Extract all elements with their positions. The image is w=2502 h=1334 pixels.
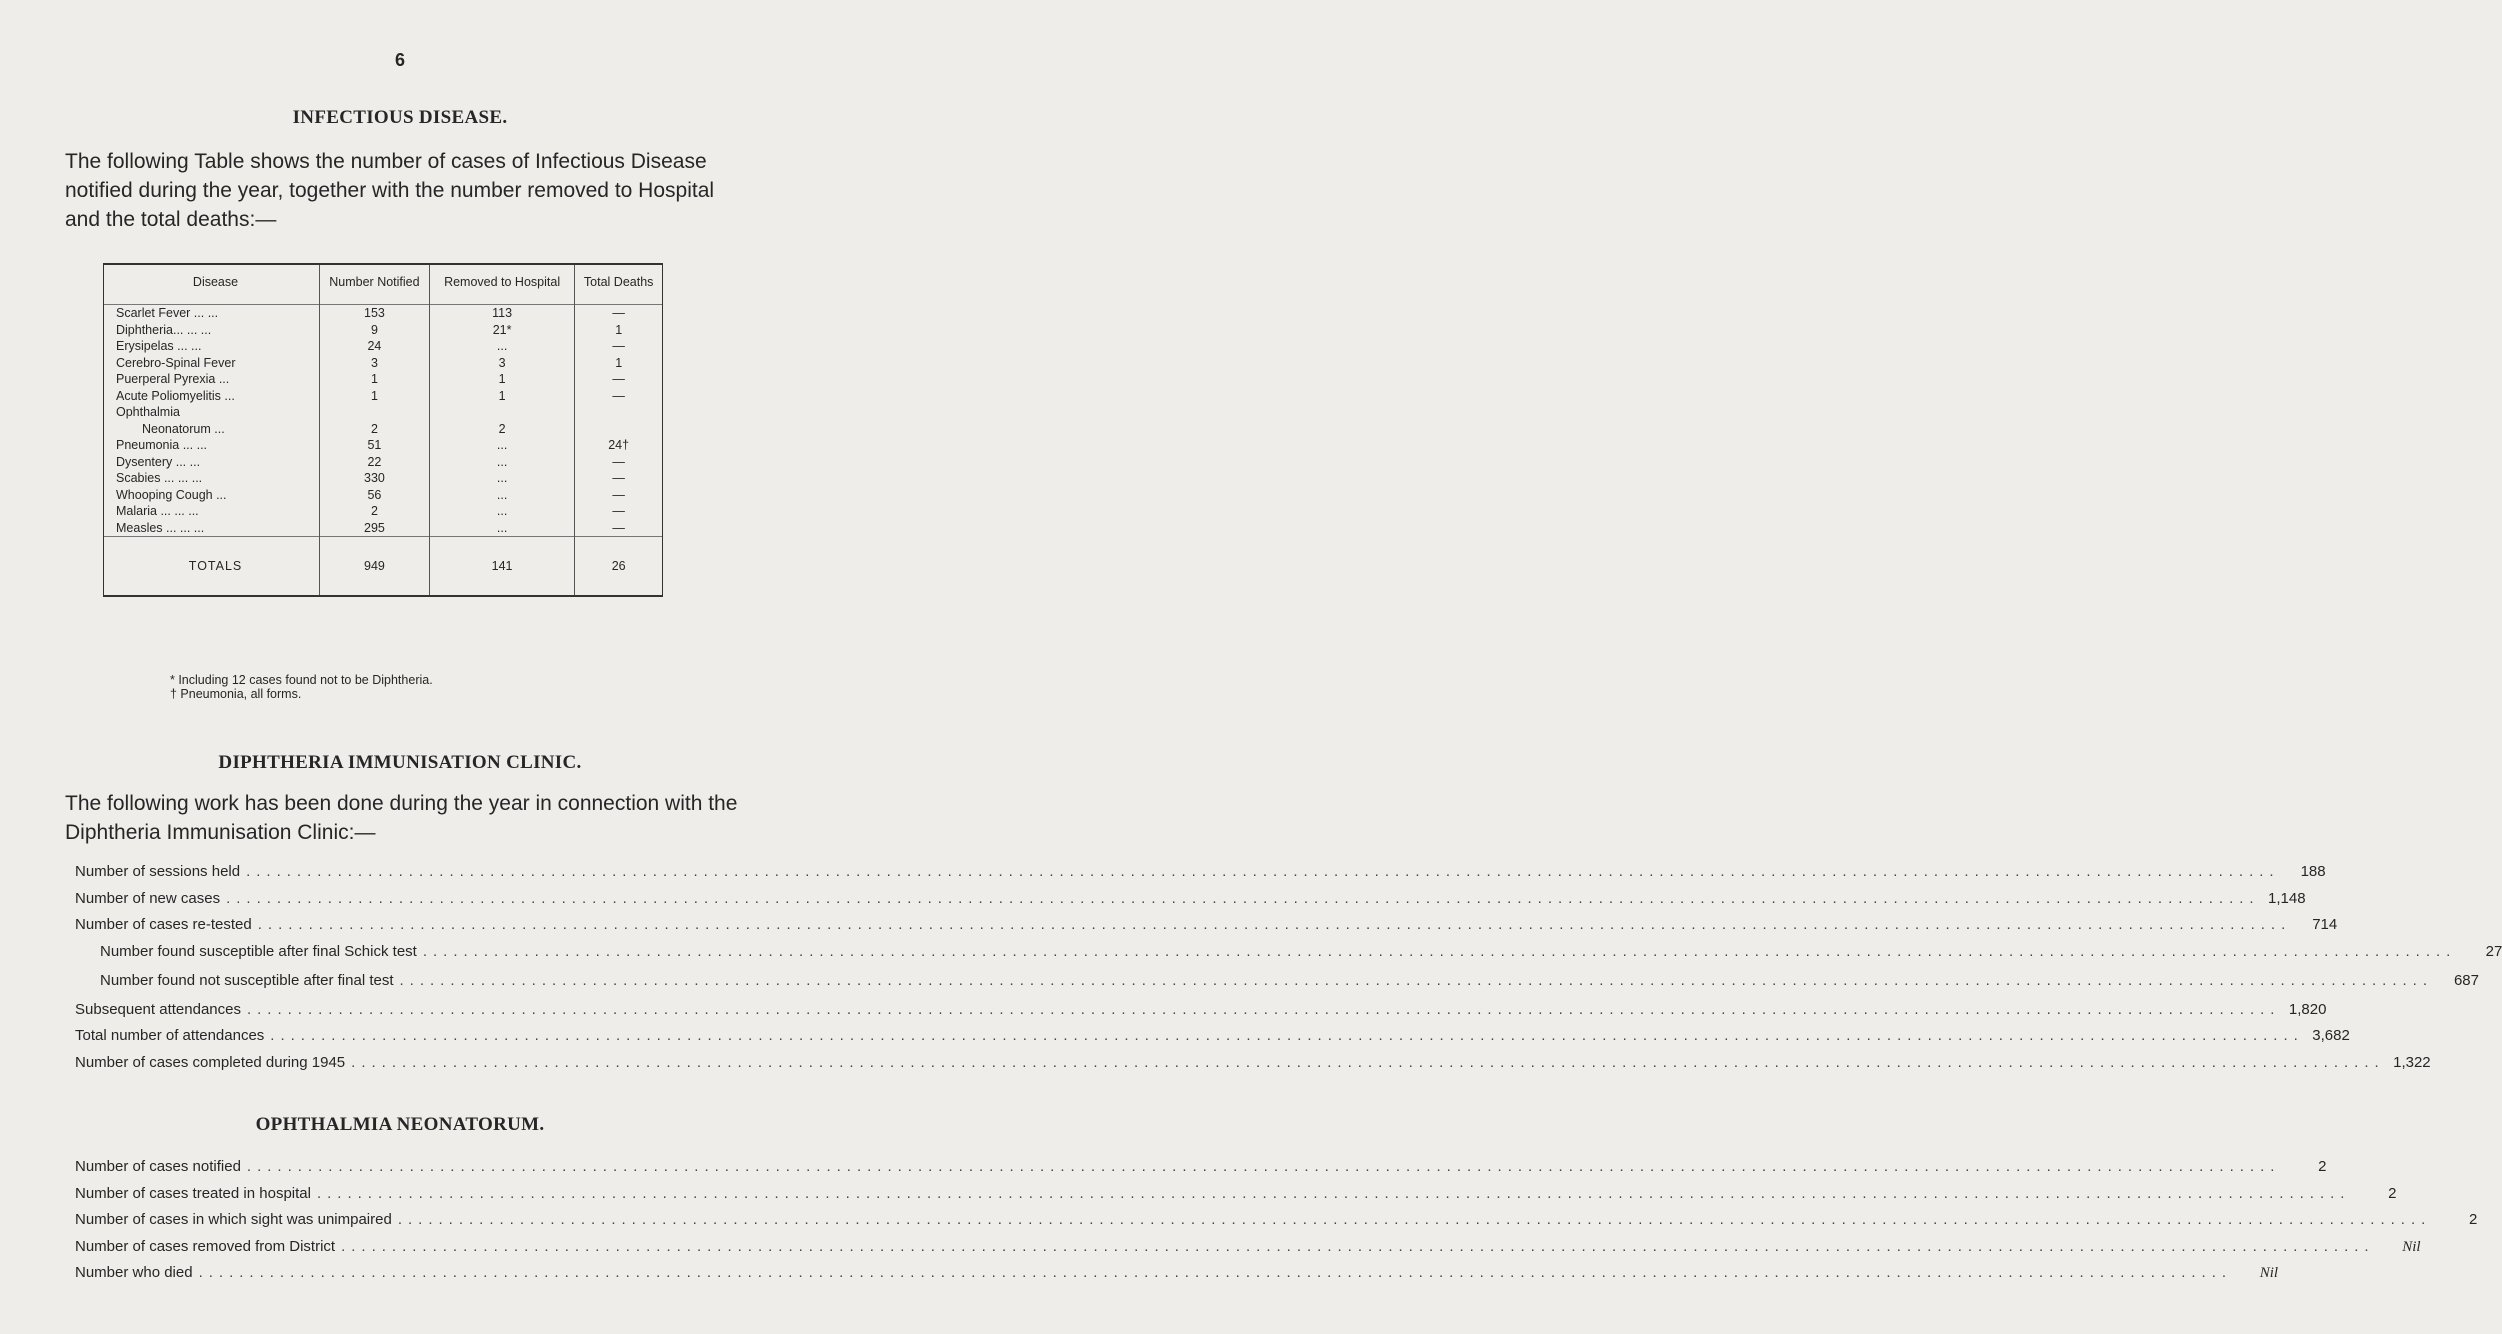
disease-cell: Diphtheria... ... ... [104,322,320,339]
leader-dots: ........................................................................................................................................................................................................ [341,1237,2375,1255]
list-item [75,1237,2421,1265]
list-item [75,889,2306,917]
notified-cell: 51 [320,437,430,454]
list-item-label: Number found susceptible after final Schick test [100,942,417,960]
disease-cell: Cerebro-Spinal Fever [104,355,320,372]
list-item-value: Nil [2402,1238,2421,1255]
list-item-label: Number of new cases [75,889,221,907]
list-item-value: 714 [2312,916,2338,933]
list-item-label: Number of cases removed from District [75,1237,336,1255]
list-item-label: Number of cases treated in hospital [75,1184,311,1202]
list-item-value: 3,682 [2312,1027,2350,1044]
disease-cell: Malaria ... ... ... [104,503,320,520]
leader-dots: ........................................................................................................................................................................................................ [397,1211,2432,1228]
table-row [104,454,663,471]
removed-cell: 113 [429,305,574,322]
removed-cell: 1 [429,371,574,388]
list-item-label: Number of cases re-tested [75,916,252,933]
deaths-cell: — [575,388,663,405]
notified-cell: 3 [320,355,430,372]
removed-cell: ... [429,487,574,504]
deaths-cell: — [575,487,663,504]
column-header-deaths: Total Deaths [575,264,663,305]
footnote-diphtheria: * Including 12 cases found not to be Diphtheria. [170,673,433,687]
notified-cell: 295 [320,520,430,537]
removed-cell: ... [429,437,574,454]
leader-dots: ........................................................................................................................................................................................................ [422,942,2457,960]
table-row [104,371,663,388]
totals-deaths: 26 [575,537,663,597]
disease-cell: Scabies ... ... ... [104,470,320,487]
notified-cell: 1 [320,388,430,405]
deaths-cell [575,421,663,438]
list-item-label: Number found not susceptible after final test [100,971,394,989]
notified-cell: 153 [320,305,430,322]
deaths-cell: — [575,305,663,322]
notified-cell: 2 [320,503,430,520]
disease-cell: Pneumonia ... ... [104,437,320,454]
list-item-value: 27 [2485,942,2502,960]
notified-cell: 330 [320,470,430,487]
removed-cell: 3 [429,355,574,372]
column-header-notified: Number Notified [320,264,430,305]
list-item [75,1211,2478,1238]
list-item-value: 1,322 [2393,1053,2431,1071]
table-row [104,305,663,322]
list-item-value: 1,148 [2268,889,2306,907]
leader-dots: ........................................................................................................................................................................................................ [198,1264,2233,1281]
table-row [104,355,663,372]
notified-cell: 2 [320,421,430,438]
list-item [75,942,2502,972]
removed-cell: ... [429,338,574,355]
leader-dots: ........................................................................................................................................................................................................ [257,916,2292,933]
leader-dots: ........................................................................................................................................................................................................ [351,1053,2385,1071]
totals-removed: 141 [429,537,574,597]
list-item-label: Total number of attendances [75,1027,265,1044]
removed-cell [429,404,574,421]
notified-cell: 24 [320,338,430,355]
diphtheria-clinic-heading: DIPHTHERIA IMMUNISATION CLINIC. [218,752,582,773]
leader-dots: ........................................................................................................................................................................................................ [246,1000,2281,1018]
table-header-row [104,264,663,305]
footnote-pneumonia: † Pneumonia, all forms. [170,687,302,701]
ophthalmia-heading: OPHTHALMIA NEONATORUM. [255,1114,545,1135]
table-row [104,322,663,339]
list-item [75,1053,2431,1081]
disease-cell: Erysipelas ... ... [104,338,320,355]
removed-cell: ... [429,520,574,537]
disease-cell: Dysentery ... ... [104,454,320,471]
leader-dots: ........................................................................................................................................................................................................ [226,889,2260,907]
totals-row [104,537,663,597]
deaths-cell: 24† [575,437,663,454]
disease-cell: Scarlet Fever ... ... [104,305,320,322]
removed-cell: 21* [429,322,574,339]
column-header-removed: Removed to Hospital [429,264,574,305]
table-row [104,338,663,355]
leader-dots: ........................................................................................................................................................................................................ [246,863,2280,880]
disease-cell: Ophthalmia [104,404,320,421]
deaths-cell [575,404,663,421]
leader-dots: ........................................................................................................................................................................................................ [246,1158,2281,1175]
deaths-cell: 1 [575,322,663,339]
list-item [75,971,2479,1001]
list-item [75,916,2338,943]
list-item [75,1184,2397,1212]
list-item-label: Number of cases notified [75,1158,241,1175]
page-number: 6 [394,50,405,70]
notified-cell: 22 [320,454,430,471]
ophthalmia-list [75,1158,2478,1291]
list-item-value: 2 [2468,1211,2478,1228]
table-body [104,305,663,597]
list-item [75,1158,2327,1185]
infectious-disease-heading: INFECTIOUS DISEASE. [292,107,508,128]
diphtheria-clinic-list [75,863,2502,1080]
list-item-value: 687 [2453,971,2479,989]
table-row [104,437,663,454]
list-item-value: 188 [2300,863,2326,880]
table-row [104,421,663,438]
list-item [75,1264,2279,1291]
removed-cell: ... [429,454,574,471]
list-item-value: 2 [2318,1158,2327,1175]
removed-cell: ... [429,503,574,520]
list-item-label: Number who died [75,1264,193,1281]
list-item-label: Subsequent attendances [75,1000,241,1018]
table-row [104,404,663,421]
removed-cell: 2 [429,421,574,438]
infectious-disease-table [103,263,663,597]
totals-notified: 949 [320,537,430,597]
disease-cell: Acute Poliomyelitis ... [104,388,320,405]
infectious-disease-intro: The following Table shows the number of cases of Infectious Disease notified during the year, together with the number removed to Hospital and the total deaths:— [65,150,715,231]
notified-cell: 9 [320,322,430,339]
list-item-label: Number of cases in which sight was unimpaired [75,1211,392,1228]
list-item-label: Number of cases completed during 1945 [75,1053,346,1071]
disease-cell: Neonatorum ... [104,421,320,438]
deaths-cell: — [575,371,663,388]
list-item [75,1027,2350,1054]
deaths-cell: — [575,454,663,471]
list-item-label: Number of sessions held [75,863,241,880]
deaths-cell: — [575,503,663,520]
disease-cell: Measles ... ... ... [104,520,320,537]
table-row [104,520,663,537]
table-row [104,388,663,405]
removed-cell: ... [429,470,574,487]
table-row [104,503,663,520]
list-item-value: 1,820 [2288,1000,2327,1018]
table-row [104,470,663,487]
list-item [75,863,2326,890]
notified-cell: 56 [320,487,430,504]
deaths-cell: — [575,338,663,355]
deaths-cell: — [575,520,663,537]
leader-dots: ........................................................................................................................................................................................................ [399,971,2433,989]
list-item-value: 2 [2388,1184,2397,1202]
notified-cell: 1 [320,371,430,388]
totals-label: TOTALS [104,537,320,597]
column-header-disease: Disease [104,264,320,305]
leader-dots: ........................................................................................................................................................................................................ [316,1184,2351,1202]
removed-cell: 1 [429,388,574,405]
leader-dots: ........................................................................................................................................................................................................ [270,1027,2304,1044]
deaths-cell: 1 [575,355,663,372]
table-footnotes [170,673,433,701]
disease-cell: Whooping Cough ... [104,487,320,504]
deaths-cell: — [575,470,663,487]
disease-cell: Puerperal Pyrexia ... [104,371,320,388]
list-item-value: Nil [2259,1265,2279,1281]
notified-cell [320,404,430,421]
table-row [104,487,663,504]
list-item [75,1000,2327,1028]
diphtheria-clinic-intro: The following work has been done during the year in connection with the Diphtheria Immunisation Clinic:— [65,792,738,844]
